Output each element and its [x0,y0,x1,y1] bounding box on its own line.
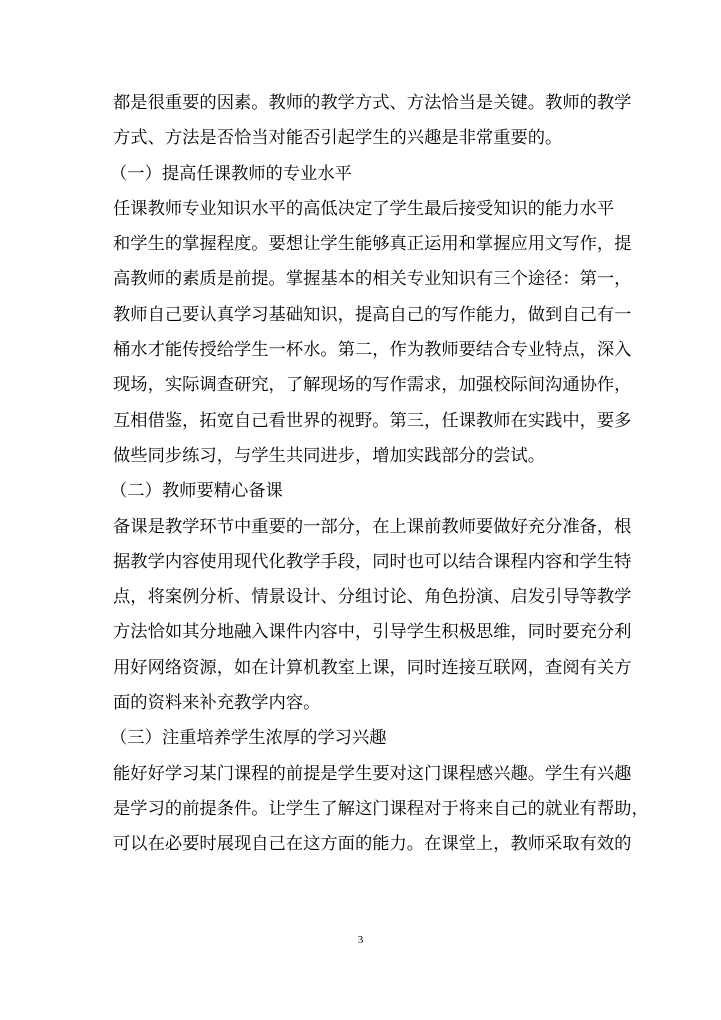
text-line: 做些同步练习，与学生共同进步，增加实践部分的尝试。 [113,445,546,466]
text-line: 都是很重要的因素。教师的教学方式、方法恰当是关键。教师的教学 [113,93,632,113]
text-line: 据教学内容使用现代化教学手段，同时也可以结合课程内容和学生特 [113,551,632,572]
text-line: 是学习的前提条件。让学生了解这门课程对于将来自己的就业有帮助， [113,798,649,819]
paragraph [113,86,632,157]
text-line: 可以在必要时展现自己在这方面的能力。在课堂上，教师采取有效的 [113,834,632,855]
section-heading: （一）提高任课教师的专业水平 [110,163,352,184]
text-line: 备课是教学环节中重要的一部分，在上课前教师要做好充分准备，根 [113,516,632,537]
document-body [110,86,649,863]
section-heading: （二）教师要精心备课 [110,481,283,502]
text-line: 用好网络资源，如在计算机教室上课，同时连接互联网，查阅有关方 [113,657,632,678]
paragraph [113,757,649,863]
paragraph [113,192,632,474]
text-line: 方式、方法是否恰当对能否引起学生的兴趣是非常重要的。 [113,128,563,149]
text-line: 教师自己要认真学习基础知识，提高自己的写作能力，做到自己有一 [113,304,632,325]
text-line: 桶水才能传授给学生一杯水。第二，作为教师要结合专业特点，深入 [113,340,632,361]
paragraph [113,510,632,722]
page-number: 3 [357,934,364,946]
text-line: 和学生的掌握程度。要想让学生能够真正运用和掌握应用文写作，提 [113,234,632,255]
text-line: 方法恰如其分地融入课件内容中，引导学生积极思维，同时要充分利 [113,622,632,643]
text-line: 互相借鉴，拓宽自己看世界的视野。第三，任课教师在实践中，要多 [113,410,632,431]
text-line: 能好好学习某门课程的前提是学生要对这门课程感兴趣。学生有兴趣 [113,763,632,784]
text-line: 高教师的素质是前提。掌握基本的相关专业知识有三个途径：第一， [113,269,632,290]
text-line: 任课教师专业知识水平的高低决定了学生最后接受知识的能力水平 [113,198,615,219]
section-heading: （三）注重培养学生浓厚的学习兴趣 [110,728,387,749]
text-line: 面的资料来补充教学内容。 [113,693,321,714]
text-line: 现场，实际调查研究，了解现场的写作需求，加强校际间沟通协作， [113,375,632,396]
text-line: 点，将案例分析、情景设计、分组讨论、角色扮演、启发引导等教学 [113,587,632,608]
